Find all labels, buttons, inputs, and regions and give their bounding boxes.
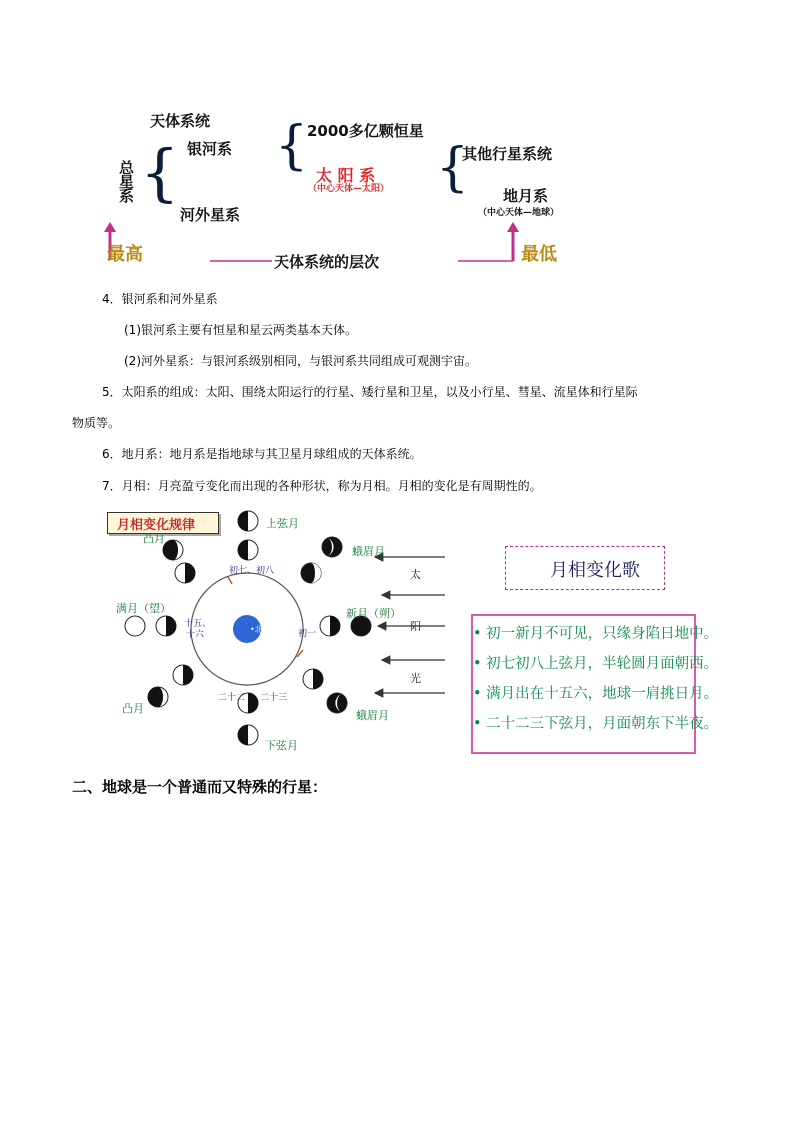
moon-orbit-top [238, 540, 258, 560]
label-day-7-8: 初七、初八 [229, 566, 275, 576]
song-line-1: • 初一新月不可见，只缘身陷日地中。 [473, 626, 719, 642]
label-earth-moon: 地月系 [503, 187, 549, 205]
moon-orbit-upper-left [175, 563, 195, 583]
para-4: 4．银河系和河外星系 [102, 292, 218, 306]
moon-waxing-gibbous [163, 540, 183, 560]
para-4-2: (2)河外星系：与银河系级别相同，与银河系共同组成可观测宇宙。 [124, 354, 478, 368]
para-5b: 物质等。 [72, 416, 121, 430]
sunlight-char-2: 阳 [410, 620, 421, 633]
sunlight-char-1: 太 [410, 568, 421, 581]
label-waxing-crescent: 蛾眉月 [352, 545, 385, 558]
moon-orbit-right [320, 616, 340, 636]
label-full-moon: 满月（望） [116, 602, 171, 615]
label-waxing-gibbous: 凸月 [143, 532, 165, 545]
label-first-quarter: 上弦月 [266, 517, 299, 530]
song-title-box: 月相变化歌 [505, 546, 665, 590]
label-day-23: 二十三 [260, 693, 288, 703]
brace-total: { [140, 136, 180, 209]
label-day-1: 初一 [298, 629, 317, 639]
para-6: 6．地月系：地月系是指地球与其卫星月球组成的天体系统。 [102, 447, 422, 461]
label-north-pole: •北极 [250, 625, 271, 634]
label-day-15-16-a: 十五、 [184, 619, 212, 629]
para-5a: 5．太阳系的组成：太阳、围绕太阳运行的行星、矮行星和卫星，以及小行星、彗星、流星体和行星际 [102, 385, 638, 399]
label-lowest: 最低 [521, 244, 557, 265]
label-earth-moon-center: （中心天体—地球） [478, 208, 560, 218]
label-milky-way: 银河系 [187, 140, 233, 158]
moon-orbit-left [156, 616, 176, 636]
song-box [471, 614, 719, 754]
moon-waning-crescent [327, 693, 347, 713]
label-waning-crescent: 蛾眉月 [356, 709, 389, 722]
moon-first-quarter [238, 511, 258, 531]
label-last-quarter: 下弦月 [265, 739, 298, 752]
label-extragalactic: 河外星系 [180, 206, 241, 224]
moon-box-title: 月相变化规律 [107, 512, 219, 534]
label-day-15-16-b: 十六 [186, 630, 205, 640]
para-4-1: (1)银河系主要有恒星和星云两类基本天体。 [124, 323, 357, 337]
orbit-arrow-top [228, 577, 232, 584]
moon-orbit-lower-left [173, 665, 193, 685]
label-day-22: 二十二 [218, 693, 246, 703]
moon-orbit-lower-right [303, 669, 323, 689]
label-solar-system: 太 阳 系 [316, 166, 376, 185]
moon-waning-gibbous [148, 687, 168, 707]
label-levels: 天体系统的层次 [274, 253, 380, 271]
label-stars: 2000多亿颗恒星 [307, 122, 424, 140]
label-new-moon: 新月（朔） [346, 607, 401, 620]
song-line-3: • 满月出在十五六，地球一肩挑日月。 [473, 686, 719, 702]
label-highest: 最高 [107, 244, 143, 265]
moon-full-outer [125, 616, 145, 636]
brace-solar: { [436, 138, 470, 198]
moon-waxing-crescent [322, 537, 342, 557]
label-total-galaxy: 总星系 [117, 160, 135, 202]
sunlight-char-3: 光 [410, 672, 421, 685]
title-celestial-system: 天体系统 [150, 112, 211, 130]
song-line-2: • 初七初八上弦月，半轮圆月面朝西。 [473, 656, 719, 672]
section2-heading: 二、地球是一个普通而又特殊的行星： [72, 778, 328, 796]
label-solar-center: （中心天体—太阳） [308, 184, 390, 194]
moon-orbit-upper-right [301, 563, 321, 583]
label-other-planets: 其他行星系统 [462, 145, 553, 163]
moon-last-quarter [238, 725, 258, 745]
brace-milky-way: { [275, 116, 309, 176]
para-7: 7．月相：月亮盈亏变化而出现的各种形状，称为月相。月相的变化是有周期性的。 [102, 479, 542, 493]
song-line-4: • 二十二三下弦月，月面朝东下半夜。 [473, 716, 719, 732]
label-waning-gibbous: 凸月 [122, 702, 144, 715]
